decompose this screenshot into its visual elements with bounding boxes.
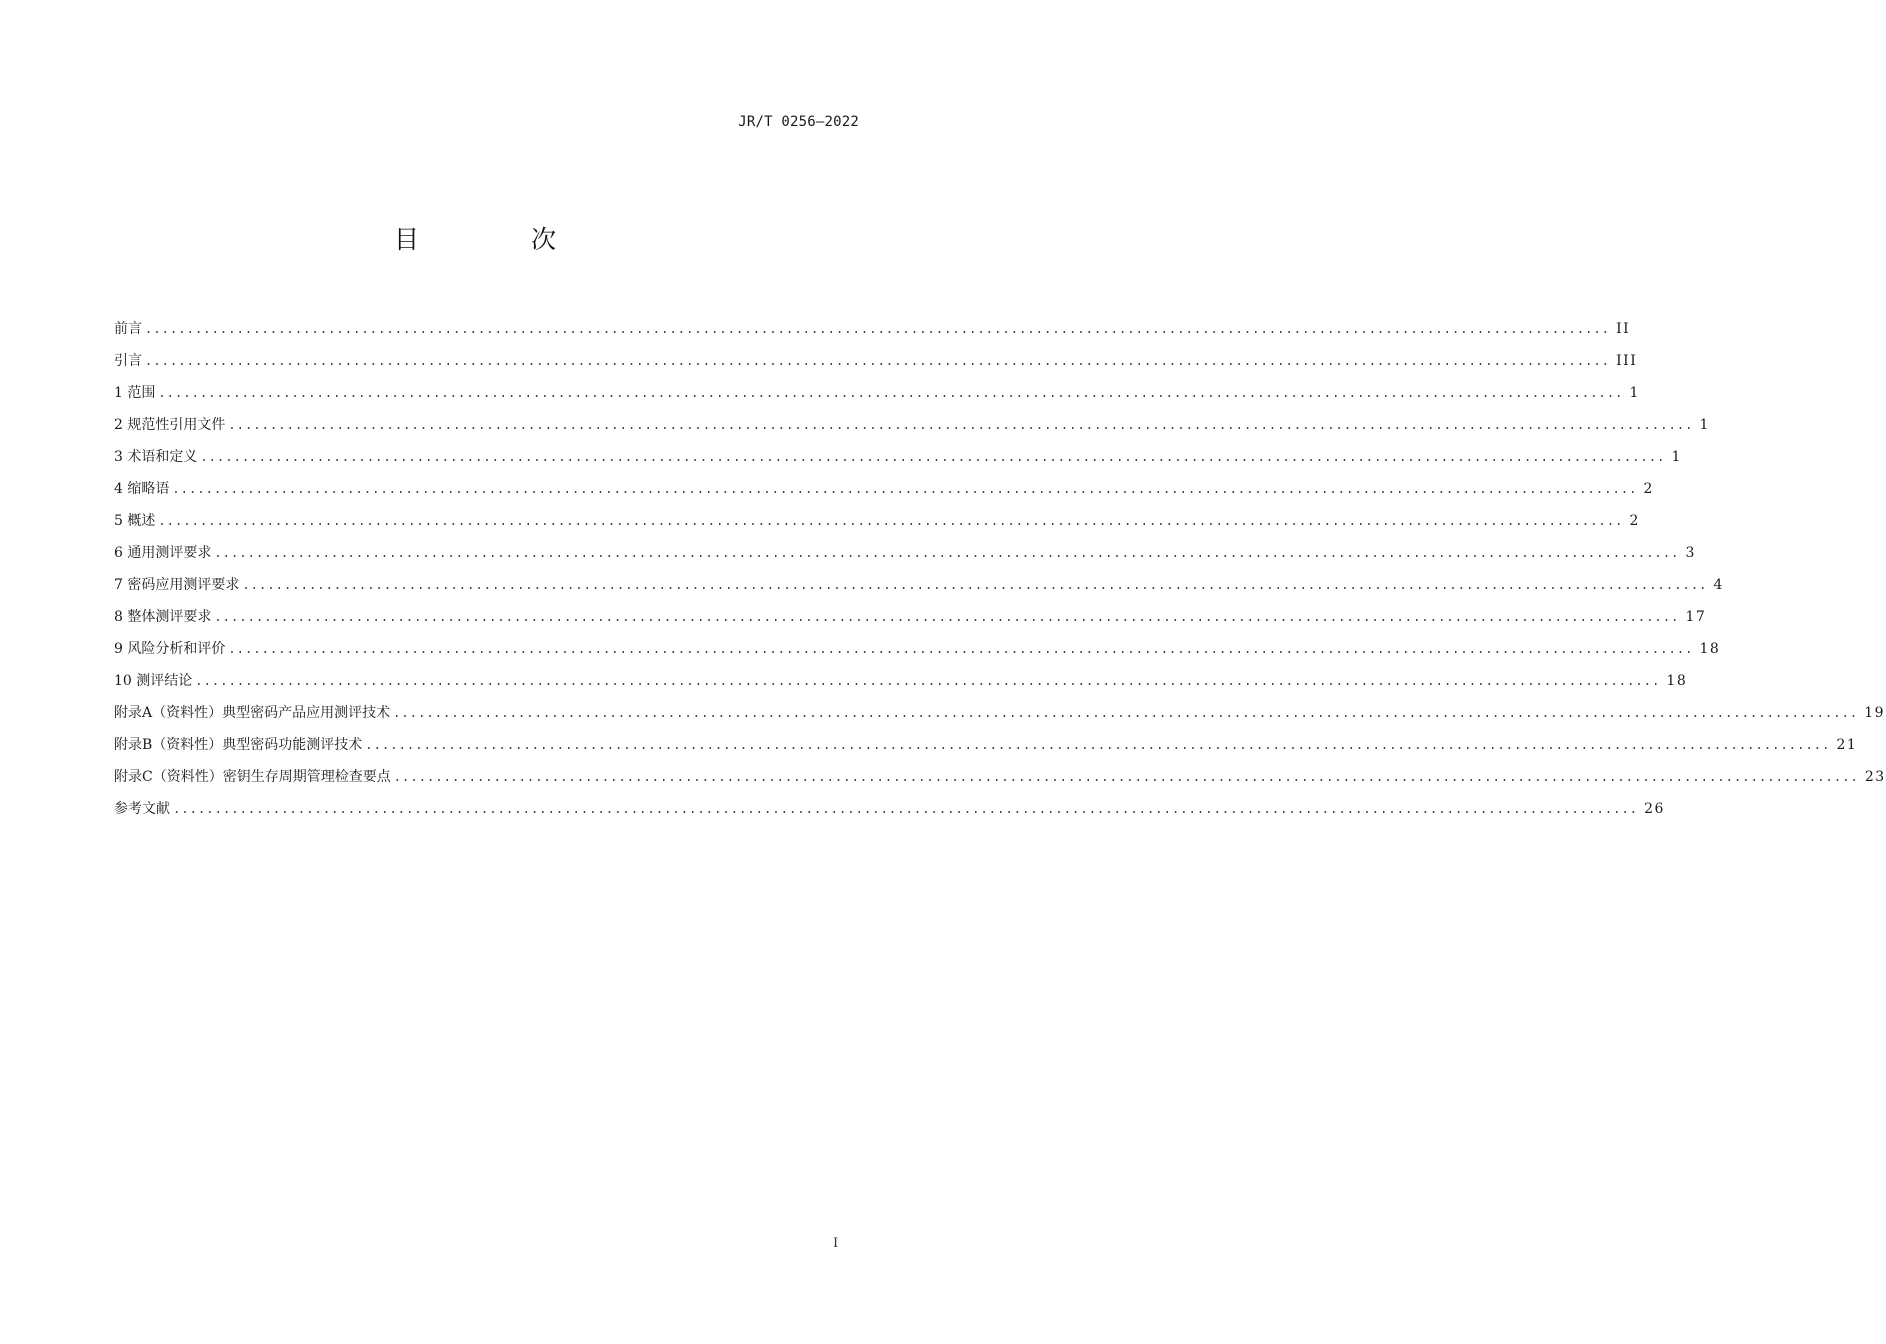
toc-entry-crypto-application-requirements[interactable]: [114, 569, 1724, 601]
toc-entry-page: 1: [1699, 417, 1710, 433]
dot-leader: ................................................................................................................................................................................: [200, 450, 1666, 464]
toc-entry-normative-references[interactable]: [114, 409, 1710, 441]
toc-entry-label: 3 术语和定义: [114, 449, 198, 465]
toc-entry-label: 引言: [114, 353, 142, 369]
toc-entry-appendix-c[interactable]: [114, 761, 1886, 793]
dot-leader: ................................................................................................................................................................................: [214, 546, 1680, 560]
dot-leader: ................................................................................................................................................................................: [242, 578, 1708, 592]
toc-entry-terms-definitions[interactable]: [114, 441, 1682, 473]
dot-leader: ................................................................................................................................................................................: [158, 514, 1624, 528]
dot-leader: ................................................................................................................................................................................: [195, 674, 1661, 688]
toc-entry-page: 17: [1685, 609, 1707, 625]
dot-leader: ................................................................................................................................................................................: [173, 802, 1639, 816]
dot-leader: ................................................................................................................................................................................: [214, 610, 1680, 624]
toc-entry-conclusion[interactable]: [114, 665, 1688, 697]
dot-leader: ................................................................................................................................................................................: [393, 706, 1859, 720]
toc-entry-page: II: [1616, 321, 1631, 337]
toc-entry-page: 18: [1666, 673, 1688, 689]
dot-leader: ................................................................................................................................................................................: [145, 354, 1611, 368]
dot-leader: ................................................................................................................................................................................: [145, 322, 1611, 336]
toc-entry-label: 8 整体测评要求: [114, 609, 212, 625]
dot-leader: ................................................................................................................................................................................: [365, 738, 1831, 752]
toc-entry-page: 1: [1671, 449, 1682, 465]
toc-title: 目 次: [394, 225, 608, 254]
toc-entry-risk-analysis[interactable]: [114, 633, 1721, 665]
toc-entry-page: 1: [1629, 385, 1640, 401]
toc-entry-appendix-a[interactable]: [114, 697, 1886, 729]
dot-leader: ................................................................................................................................................................................: [393, 770, 1859, 784]
standard-code: JR/T 0256—2022: [738, 114, 859, 130]
toc-entry-abbreviations[interactable]: [114, 473, 1654, 505]
toc-entry-label: 10 测评结论: [114, 673, 193, 689]
toc-entry-label: 2 规范性引用文件: [114, 417, 226, 433]
toc-entry-introduction[interactable]: [114, 345, 1638, 377]
toc-entry-label: 6 通用测评要求: [114, 545, 212, 561]
toc-entry-general-requirements[interactable]: [114, 537, 1696, 569]
toc-entry-page: 4: [1713, 577, 1724, 593]
dot-leader: ................................................................................................................................................................................: [158, 386, 1624, 400]
toc-entry-label: 附录A（资料性）典型密码产品应用测评技术: [114, 705, 391, 721]
dot-leader: ................................................................................................................................................................................: [228, 418, 1694, 432]
toc-entry-page: 23: [1864, 769, 1886, 785]
toc-entry-scope[interactable]: [114, 377, 1640, 409]
toc-entry-page: III: [1616, 353, 1638, 369]
toc-entry-label: 9 风险分析和评价: [114, 641, 226, 657]
toc-entry-overall-requirements[interactable]: [114, 601, 1707, 633]
toc-entry-appendix-b[interactable]: [114, 729, 1858, 761]
dot-leader: ................................................................................................................................................................................: [172, 482, 1638, 496]
toc-entry-page: 2: [1643, 481, 1654, 497]
toc-entry-label: 5 概述: [114, 513, 156, 529]
toc-entry-label: 前言: [114, 321, 142, 337]
toc-entry-label: 7 密码应用测评要求: [114, 577, 240, 593]
toc-entry-page: 18: [1699, 641, 1721, 657]
table-of-contents: [114, 313, 1886, 825]
toc-entry-overview[interactable]: [114, 505, 1640, 537]
toc-entry-page: 26: [1644, 801, 1665, 817]
toc-entry-bibliography[interactable]: [114, 793, 1665, 825]
dot-leader: ................................................................................................................................................................................: [228, 642, 1694, 656]
toc-entry-label: 4 缩略语: [114, 481, 170, 497]
toc-entry-label: 1 范围: [114, 385, 156, 401]
toc-entry-page: 3: [1685, 545, 1696, 561]
toc-entry-foreword[interactable]: [114, 313, 1631, 345]
toc-entry-label: 附录B（资料性）典型密码功能测评技术: [114, 737, 363, 753]
page-number: I: [833, 1236, 839, 1251]
toc-entry-label: 参考文献: [114, 801, 170, 817]
toc-entry-page: 19: [1864, 705, 1886, 721]
toc-entry-page: 21: [1836, 737, 1858, 753]
toc-entry-page: 2: [1629, 513, 1640, 529]
toc-entry-label: 附录C（资料性）密钥生存周期管理检查要点: [114, 769, 391, 785]
